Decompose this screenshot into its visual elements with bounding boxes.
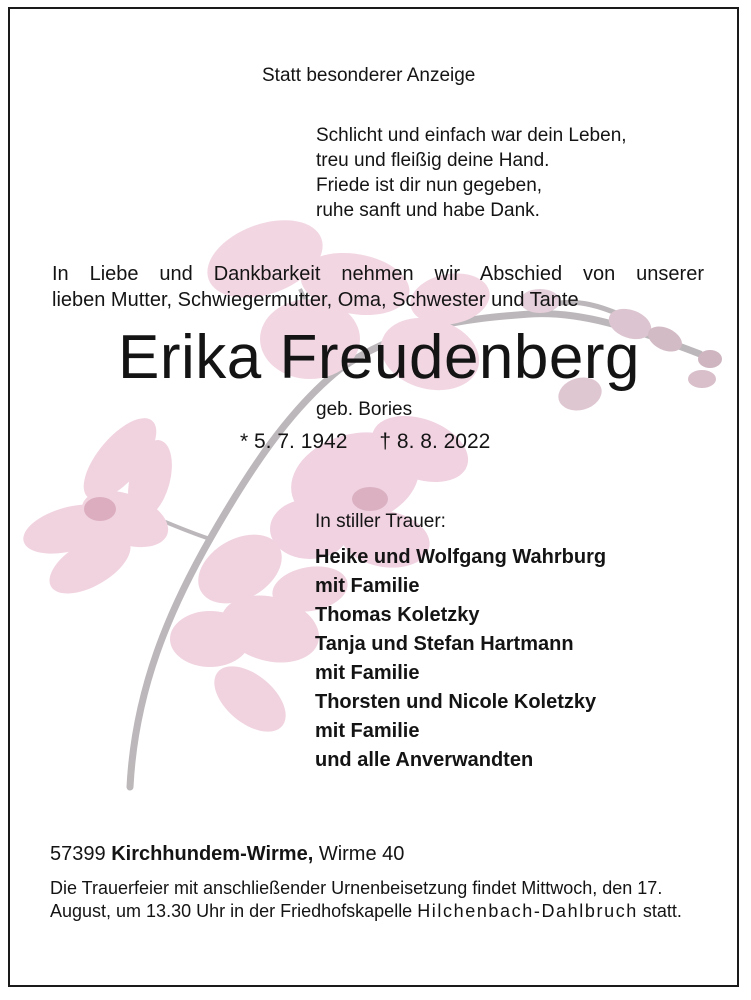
address bbox=[50, 843, 404, 866]
poem-line: Friede ist dir nun gegeben, bbox=[316, 175, 543, 196]
chapel-location: Hilchenbach-Dahlbruch bbox=[417, 901, 638, 921]
street: Wirme 40 bbox=[318, 843, 405, 865]
obituary-frame bbox=[8, 7, 739, 987]
funeral-notice bbox=[50, 877, 706, 923]
poem bbox=[316, 123, 627, 223]
poem-line: treu und fleißig deine Hand. bbox=[316, 150, 550, 171]
maiden-name: geb. Bories bbox=[316, 399, 413, 420]
intro-text bbox=[52, 261, 704, 313]
intro-line: In Liebe und Dankbarkeit nehmen wir Abschied von unserer bbox=[52, 263, 704, 285]
mourner-line: Tanja und Stefan Hartmann bbox=[315, 633, 574, 655]
mourner-line: mit Familie bbox=[315, 575, 420, 597]
death-date: † 8. 8. 2022 bbox=[379, 430, 491, 453]
header-notice: Statt besonderer Anzeige bbox=[262, 65, 476, 86]
birth-date: * 5. 7. 1942 bbox=[240, 430, 348, 453]
poem-line: Schlicht und einfach war dein Leben, bbox=[316, 125, 627, 146]
poem-line: ruhe sanft und habe Dank. bbox=[316, 200, 540, 221]
mourners-list bbox=[315, 543, 606, 775]
mourner-line: Thomas Koletzky bbox=[315, 604, 480, 626]
life-dates bbox=[240, 430, 522, 454]
intro-line: lieben Mutter, Schwiegermutter, Oma, Schwester und Tante bbox=[52, 289, 579, 311]
mourner-line: mit Familie bbox=[315, 662, 420, 684]
mourner-line: und alle Anverwandten bbox=[315, 749, 534, 771]
notice-text-end: statt. bbox=[637, 901, 682, 921]
deceased-name: Erika Freudenberg bbox=[118, 323, 640, 392]
mourners-label: In stiller Trauer: bbox=[315, 511, 446, 532]
postcode: 57399 bbox=[50, 843, 106, 865]
notice-text: Die Trauerfeier mit anschließender Urnenbeisetzung findet Mittwoch, den 17. August, um 13.30 Uhr in der Friedhofskapelle bbox=[50, 878, 663, 921]
mourner-line: mit Familie bbox=[315, 720, 420, 742]
mourner-line: Heike und Wolfgang Wahrburg bbox=[315, 546, 607, 568]
place-name: Kirchhundem-Wirme, bbox=[111, 843, 314, 865]
mourner-line: Thorsten und Nicole Koletzky bbox=[315, 691, 597, 713]
